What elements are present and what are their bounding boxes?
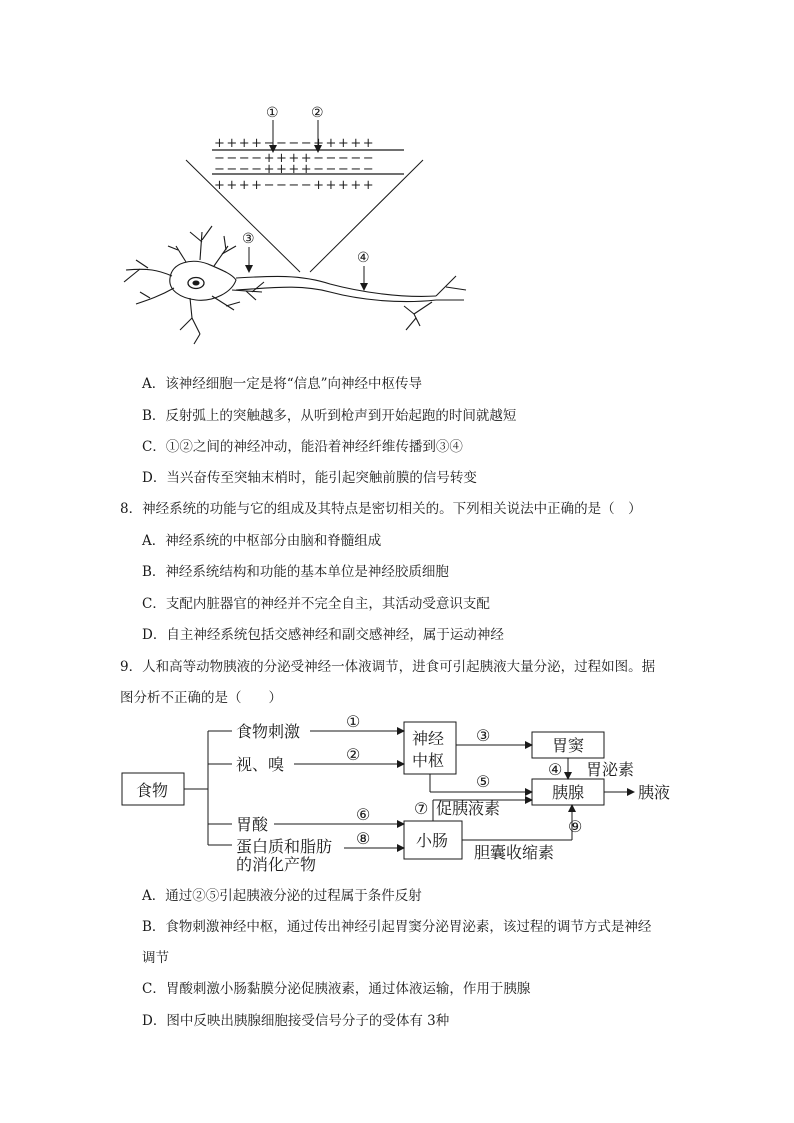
q8-option-a: A．神经系统的中枢部分由脑和脊髓组成 bbox=[142, 533, 382, 549]
label-protein-fat-2: 的消化产物 bbox=[236, 855, 317, 874]
label-secretin: 促胰液素 bbox=[436, 799, 501, 818]
label-pancreas: 胰腺 bbox=[552, 783, 585, 802]
q8-stem: 8．神经系统的功能与它的组成及其特点是密切相关的。下列相关说法中正确的是（ ） bbox=[120, 501, 642, 517]
q8-option-d: D．自主神经系统包括交感神经和副交感神经，属于运动神经 bbox=[142, 627, 504, 643]
label-center-1: 神经 bbox=[412, 729, 445, 748]
num-8: ⑧ bbox=[356, 829, 371, 848]
q7-option-c: C．①②之间的神经冲动，能沿着神经纤维传播到③④ bbox=[142, 439, 463, 455]
num-3: ③ bbox=[476, 726, 491, 745]
charge-row-3: −−−−++++−−−−− bbox=[214, 162, 376, 177]
num-2: ② bbox=[346, 745, 361, 764]
q7-option-a: A．该神经细胞一定是将“信息”向神经中枢传导 bbox=[142, 376, 423, 392]
label-food: 食物 bbox=[136, 781, 169, 800]
q9-stem-line2: 图分析不正确的是（ ） bbox=[120, 690, 282, 706]
num-6: ⑥ bbox=[356, 805, 371, 824]
label-food-stimulus: 食物刺激 bbox=[236, 722, 301, 741]
label-juice: 胰液 bbox=[638, 783, 671, 802]
charge-row-1: ++++−−−−+++++ bbox=[214, 136, 376, 151]
charge-row-4: ++++−−−−+++++ bbox=[214, 178, 376, 193]
num-9: ⑨ bbox=[568, 817, 583, 836]
q7-option-b: B．反射弧上的突触越多，从听到枪声到开始起跑的时间就越短 bbox=[142, 408, 517, 424]
q7-option-d: D．当兴奋传至突轴末梢时，能引起突触前膜的信号转变 bbox=[142, 470, 477, 486]
marker-3: ③ bbox=[242, 231, 255, 247]
label-sight-smell: 视、嗅 bbox=[236, 755, 285, 774]
q9-option-d: D．图中反映出胰腺细胞接受信号分子的受体有 3种 bbox=[142, 1013, 450, 1029]
q9-option-c: C．胃酸刺激小肠黏膜分泌促胰液素，通过体液运输，作用于胰腺 bbox=[142, 981, 531, 997]
label-antrum: 胃窦 bbox=[552, 736, 585, 755]
label-protein-fat-1: 蛋白质和脂肪 bbox=[236, 837, 333, 856]
marker-1: ① bbox=[266, 105, 279, 121]
label-center-2: 中枢 bbox=[412, 751, 445, 770]
num-7: ⑦ bbox=[414, 799, 429, 818]
q9-stem-line1: 9．人和高等动物胰液的分泌受神经一体液调节，进食可引起胰液大量分泌，过程如图。据 bbox=[120, 659, 656, 675]
q9-option-b-cont: 调节 bbox=[142, 950, 169, 966]
charge-row-2: −−−−++++−−−−− bbox=[214, 151, 376, 166]
label-gastric-acid: 胃酸 bbox=[236, 815, 269, 834]
marker-2: ② bbox=[311, 105, 324, 121]
label-small-intestine: 小肠 bbox=[416, 831, 449, 850]
label-gastrin: 胃泌素 bbox=[586, 760, 635, 779]
num-5: ⑤ bbox=[476, 772, 491, 791]
marker-4: ④ bbox=[357, 250, 370, 266]
label-cck: 胆囊收缩素 bbox=[474, 843, 555, 862]
num-1: ① bbox=[346, 712, 361, 731]
q9-option-b: B．食物刺激神经中枢，通过传出神经引起胃窦分泌胃泌素，该过程的调节方式是神经 bbox=[142, 919, 652, 935]
q8-option-c: C．支配内脏器官的神经并不完全自主，其活动受意识支配 bbox=[142, 596, 490, 612]
q8-option-b: B．神经系统结构和功能的基本单位是神经胶质细胞 bbox=[142, 564, 449, 580]
q9-option-a: A．通过②⑤引起胰液分泌的过程属于条件反射 bbox=[142, 888, 422, 904]
num-4: ④ bbox=[548, 760, 563, 779]
